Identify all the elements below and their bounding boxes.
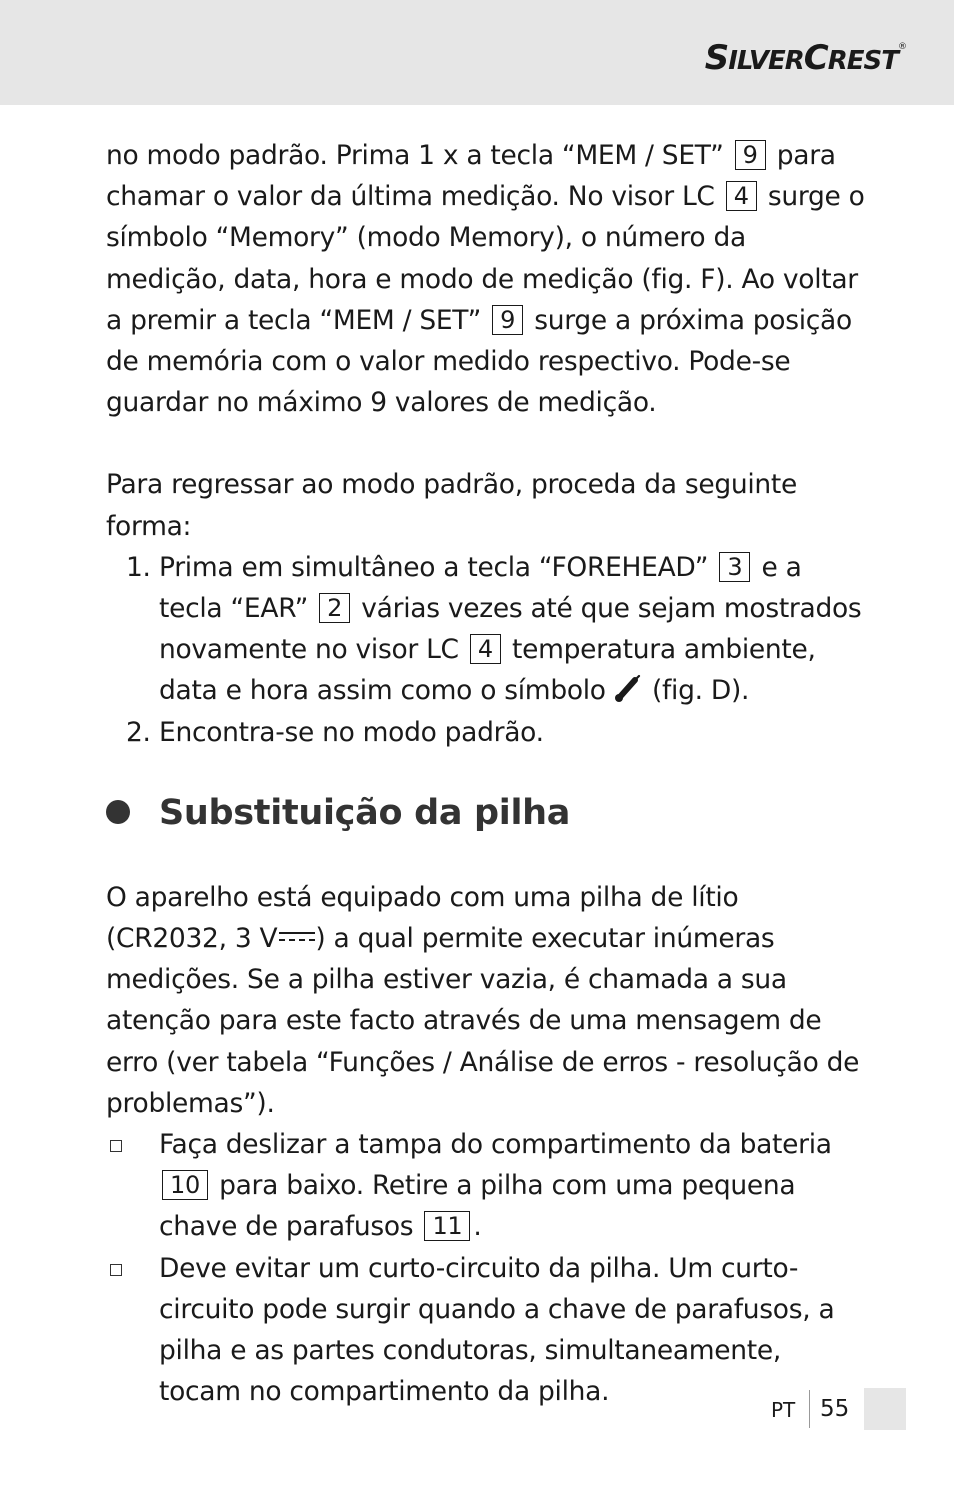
- ref-box: 9: [735, 140, 766, 170]
- list-item: 2. Encontra-se no modo padrão.: [126, 716, 544, 748]
- list-item: 1. Prima em simultâneo a tecla “FOREHEAD” 3 e a tecla “EAR” 2 várias vezes até que sejam mostrados novamente no visor LC 4 temperatura ambiente, data e hora assim como o símbolo (fig. D).: [126, 551, 862, 707]
- thermometer-icon: [614, 673, 644, 703]
- footer-divider: [809, 1390, 810, 1428]
- ref-box: 4: [726, 181, 757, 211]
- ref-box: 4: [470, 634, 501, 664]
- brand-logo: SILVERCREST®: [704, 38, 906, 78]
- paragraph-battery: O aparelho está equipado com uma pilha de lítio (CR2032, 3 V ) a qual permite executar inúmeras medições. Se a pilha estiver vazia, é chamada a sua atenção para este facto através de uma mensagem de erro (ver tabela “Funções / Análise de erros - resolução de problemas”).: [106, 881, 860, 1119]
- steps-list: [106, 547, 866, 753]
- ref-box: 9: [492, 305, 523, 335]
- list-item: Faça deslizar a tampa do compartimento da bateria 10 para baixo. Retire a pilha com uma pequena chave de parafusos 11 .: [106, 1124, 866, 1248]
- checkbox-square-icon: [110, 1264, 122, 1276]
- ref-box: 3: [719, 552, 750, 582]
- list-item: Deve evitar um curto-circuito da pilha. Um curto-circuito pode surgir quando a chave de parafusos, a pilha e as partes condutoras, simultaneamente, tocam no compartimento da pilha.: [106, 1248, 866, 1413]
- footer-tab: [864, 1388, 906, 1430]
- paragraph-return: Para regressar ao modo padrão, proceda da seguinte forma:: [106, 469, 798, 542]
- page-content: [106, 135, 866, 1412]
- bullet-list: [106, 1124, 866, 1412]
- ref-box: 11: [424, 1211, 470, 1241]
- section-heading: Substituição da pilha: [106, 791, 866, 835]
- footer-language: PT: [771, 1398, 796, 1422]
- ref-box: 10: [162, 1170, 208, 1200]
- dc-symbol-icon: [279, 930, 315, 944]
- page-header: [0, 0, 954, 105]
- heading-bullet: [106, 800, 130, 824]
- paragraph-memory: no modo padrão. Prima 1 x a tecla “MEM / SET” 9 para chamar o valor da última medição. No visor LC 4 surge o símbolo “Memory” (modo Memory), o número da medição, data, hora e modo de medição (fig. F). Ao voltar a premir a tecla “MEM / SET” 9 surge a próxima posição de memória com o valor medido respectivo. Pode-se guardar no máximo 9 valores de medição.: [106, 140, 865, 419]
- ref-box: 2: [319, 593, 350, 623]
- page-number: 55: [820, 1396, 850, 1422]
- checkbox-square-icon: [110, 1140, 122, 1152]
